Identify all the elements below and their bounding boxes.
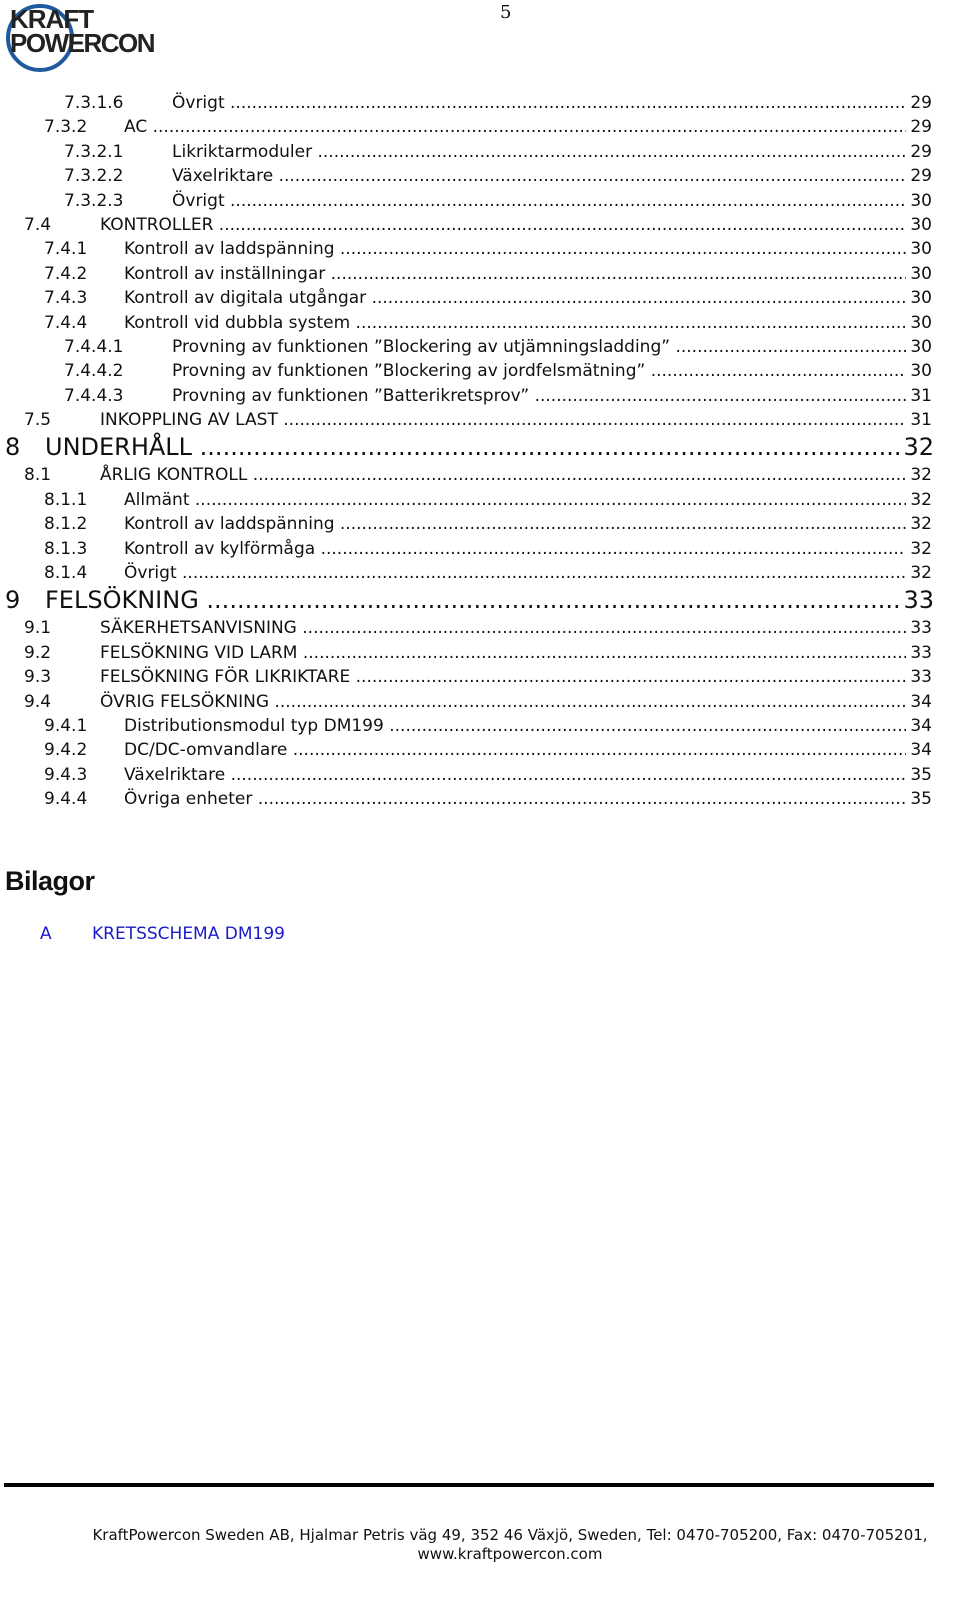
toc-entry-page: 30 — [906, 335, 932, 359]
appendix-letter: A — [40, 924, 52, 944]
appendix-title: KRETSSCHEMA DM199 — [92, 924, 285, 944]
page-number: 5 — [500, 2, 512, 23]
toc-entry-title: Övrigt ..... — [172, 91, 932, 115]
svg-text:POWERCON: POWERCON — [10, 28, 154, 58]
toc-entry-page: 33 — [899, 585, 934, 616]
toc-entry[interactable] — [0, 488, 960, 512]
toc-entry-page: 29 — [906, 115, 932, 139]
toc-entry[interactable] — [0, 714, 960, 738]
toc-entry-number: 7.4.2 — [44, 263, 88, 284]
toc-entry[interactable] — [0, 763, 960, 787]
toc-entry-page: 30 — [906, 359, 932, 383]
toc-entry-number: 9.4.1 — [44, 715, 88, 736]
toc-entry-page: 32 — [906, 463, 932, 487]
toc-entry-title: Växelriktare ..... — [172, 164, 932, 188]
toc-entry-title: Kontroll av digitala utgångar ..... — [124, 286, 932, 310]
toc-entry-title: Likriktarmoduler ..... — [172, 140, 932, 164]
toc-entry-number: 7.4.4.2 — [64, 361, 124, 382]
toc-entry-page: 30 — [906, 189, 932, 213]
toc-entry-title: Övriga enheter ..... — [124, 787, 932, 811]
toc-entry[interactable] — [0, 585, 960, 616]
toc-entry[interactable] — [0, 738, 960, 762]
toc-entry-title: SÄKERHETSANVISNING ..... — [100, 616, 932, 640]
toc-entry-number: 8.1.2 — [44, 514, 88, 535]
toc-entry-number: 8.1.1 — [44, 489, 88, 510]
toc-entry-title: Distributionsmodul typ DM199 ..... — [124, 714, 932, 738]
toc-entry-page: 35 — [906, 787, 932, 811]
footer-address: KraftPowercon Sweden AB, Hjalmar Petris väg 49, 352 46 Växjö, Sweden, Tel: 0470-705200, Fax: 0470-705201, — [92, 1526, 928, 1544]
toc-entry-number: 7.4 — [24, 214, 52, 235]
toc-entry-number: 9.2 — [24, 642, 52, 663]
toc-entry[interactable] — [0, 463, 960, 487]
toc-entry[interactable] — [0, 537, 960, 561]
toc-entry-title: FELSÖKNING FÖR LIKRIKTARE ..... — [100, 665, 932, 689]
toc-entry-title: Övrigt ..... — [124, 561, 932, 585]
toc-entry-number: 7.4.3 — [44, 288, 88, 309]
toc-entry[interactable] — [0, 335, 960, 359]
toc-entry-page: 34 — [906, 690, 932, 714]
toc-entry-title: Övrigt ..... — [172, 189, 932, 213]
toc-entry-title: Kontroll av kylförmåga ..... — [124, 537, 932, 561]
toc-entry-title: Provning av funktionen ”Blockering av utjämningsladding” ..... — [172, 335, 932, 359]
appendix-link-a[interactable] — [40, 924, 285, 944]
toc-entry-page: 30 — [906, 311, 932, 335]
toc-entry-page: 32 — [906, 512, 932, 536]
toc-entry[interactable] — [0, 408, 960, 432]
toc-entry[interactable] — [0, 359, 960, 383]
toc-entry-number: 7.3.1.6 — [64, 93, 124, 113]
toc-entry-title: INKOPPLING AV LAST ..... — [100, 408, 932, 432]
toc-entry-number: 7.3.2 — [44, 117, 88, 138]
toc-entry-page: 30 — [906, 213, 932, 237]
toc-entry[interactable] — [0, 641, 960, 665]
toc-entry-title: AC ..... — [124, 115, 932, 139]
toc-entry[interactable] — [0, 311, 960, 335]
toc-entry-title: DC/DC-omvandlare ..... — [124, 738, 932, 762]
toc-entry-page: 29 — [906, 140, 932, 164]
toc-entry-title: FELSÖKNING ..... — [45, 585, 932, 616]
toc-entry-number: 7.4.4 — [44, 312, 88, 333]
toc-entry-page: 33 — [906, 641, 932, 665]
toc-entry[interactable] — [0, 262, 960, 286]
toc-entry[interactable] — [0, 384, 960, 408]
toc-entry[interactable] — [0, 237, 960, 261]
svg-text:KRAFT: KRAFT — [10, 4, 94, 34]
toc-entry-page: 29 — [906, 91, 932, 115]
toc-entry-page: 34 — [906, 714, 932, 738]
toc-entry-page: 33 — [906, 665, 932, 689]
toc-entry[interactable] — [0, 432, 960, 463]
footer — [0, 1526, 960, 1564]
toc-entry-page: 33 — [906, 616, 932, 640]
toc-entry-title: Kontroll vid dubbla system ..... — [124, 311, 932, 335]
toc-entry-title: ÅRLIG KONTROLL ..... — [100, 463, 932, 487]
toc-entry-title: KONTROLLER ..... — [100, 213, 932, 237]
toc-entry-number: 9.3 — [24, 667, 52, 688]
toc-entry-page: 32 — [906, 561, 932, 585]
toc-entry-page: 31 — [906, 408, 932, 432]
toc-entry-page: 30 — [906, 237, 932, 261]
toc-entry-number: 7.3.2.1 — [64, 141, 124, 162]
toc-entry-number: 8.1.4 — [44, 563, 88, 584]
toc-entry[interactable] — [0, 91, 960, 115]
company-logo — [4, 0, 172, 72]
toc-entry-title: Allmänt ..... — [124, 488, 932, 512]
toc-entry[interactable] — [0, 115, 960, 139]
toc-entry-title: ÖVRIG FELSÖKNING ..... — [100, 690, 932, 714]
footer-divider — [4, 1483, 934, 1487]
toc-entry-page: 32 — [899, 432, 934, 463]
toc-entry-page: 34 — [906, 738, 932, 762]
toc-entry[interactable] — [0, 561, 960, 585]
toc-entry-number: 7.4.1 — [44, 239, 88, 260]
toc-entry[interactable] — [0, 164, 960, 188]
toc-entry-title: Kontroll av inställningar ..... — [124, 262, 932, 286]
toc-entry-title: Kontroll av laddspänning ..... — [124, 512, 932, 536]
toc-entry-number: 9.4.4 — [44, 789, 88, 810]
toc-entry-number: 9.1 — [24, 618, 52, 639]
toc-entry-page: 32 — [906, 488, 932, 512]
table-of-contents — [0, 91, 960, 812]
toc-entry-title: UNDERHÅLL ..... — [45, 432, 932, 463]
toc-entry[interactable] — [0, 213, 960, 237]
toc-entry-page: 29 — [906, 164, 932, 188]
toc-entry-title: FELSÖKNING VID LARM ..... — [100, 641, 932, 665]
toc-entry-number: 9 — [5, 586, 21, 615]
toc-entry-number: 9.4.3 — [44, 764, 88, 785]
toc-entry[interactable] — [0, 787, 960, 811]
toc-entry-number: 7.4.4.3 — [64, 385, 124, 406]
toc-entry-number: 8 — [5, 433, 21, 462]
toc-entry-title: Provning av funktionen ”Blockering av jordfelsmätning” ..... — [172, 359, 932, 383]
toc-entry-number: 8.1 — [24, 465, 52, 486]
toc-entry[interactable] — [0, 616, 960, 640]
toc-entry-page: 30 — [906, 262, 932, 286]
toc-entry-title: Provning av funktionen ”Batterikretsprov” ..... — [172, 384, 932, 408]
toc-entry[interactable] — [0, 286, 960, 310]
toc-entry[interactable] — [0, 189, 960, 213]
toc-entry-number: 7.5 — [24, 410, 52, 431]
toc-entry[interactable] — [0, 690, 960, 714]
toc-entry-page: 30 — [906, 286, 932, 310]
toc-entry-page: 31 — [906, 384, 932, 408]
toc-entry[interactable] — [0, 665, 960, 689]
toc-entry-number: 7.3.2.2 — [64, 166, 124, 187]
toc-entry-number: 8.1.3 — [44, 538, 88, 559]
toc-entry-number: 9.4 — [24, 691, 52, 712]
toc-entry[interactable] — [0, 140, 960, 164]
footer-website: www.kraftpowercon.com — [417, 1545, 603, 1563]
toc-entry-number: 9.4.2 — [44, 740, 88, 761]
toc-entry-number: 7.4.4.1 — [64, 336, 124, 357]
toc-entry-title: Växelriktare ..... — [124, 763, 932, 787]
toc-entry-page: 32 — [906, 537, 932, 561]
toc-entry-title: Kontroll av laddspänning ..... — [124, 237, 932, 261]
appendix-heading: Bilagor — [5, 866, 95, 896]
toc-entry-number: 7.3.2.3 — [64, 190, 124, 211]
toc-entry-page: 35 — [906, 763, 932, 787]
toc-entry[interactable] — [0, 512, 960, 536]
